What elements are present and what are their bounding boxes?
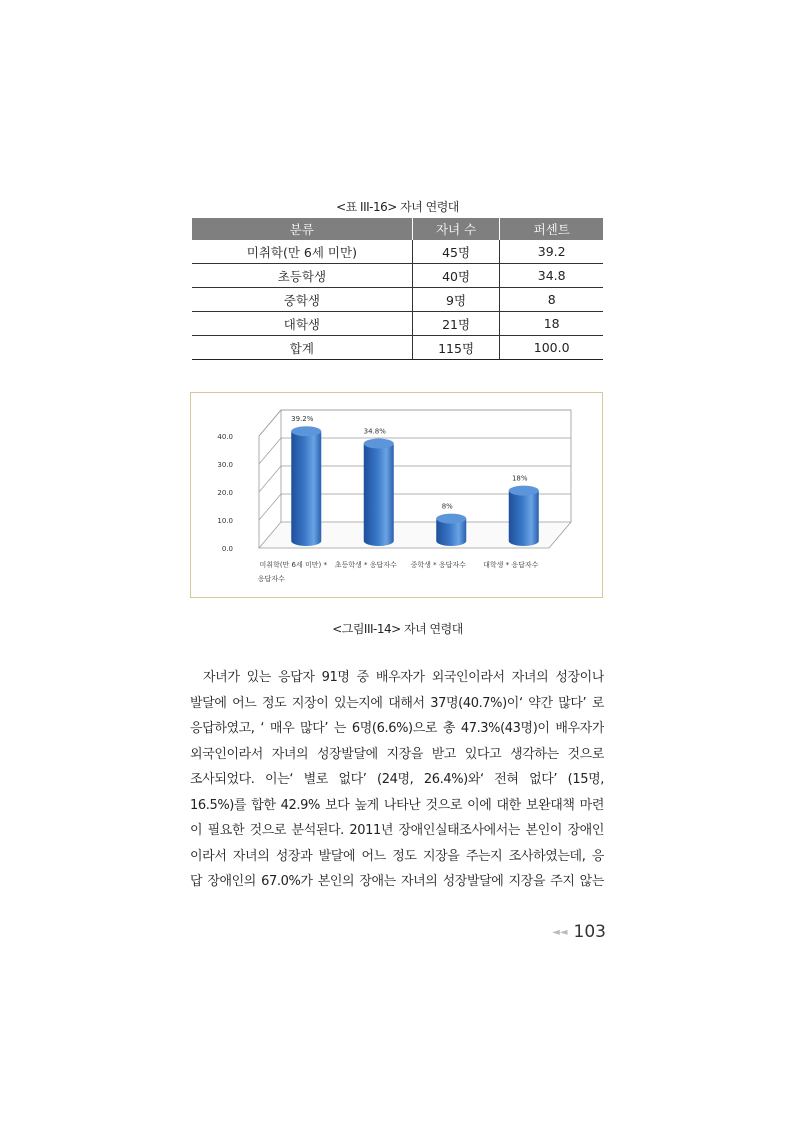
chart-data-label: 34.8% [363,427,386,436]
figure-caption: <그림III-14> 자녀 연령대 [332,622,463,636]
table-row-total [192,336,603,360]
cell-category: 대학생 [192,312,412,336]
cell-percent: 100.0 [500,336,603,360]
body-line: 답 장애인의 67.0%가 본인의 장애는 자녀의 성장발달에 지장을 주지 않는 [190,874,604,889]
chart-x-tick-label: 미취학(만 6세 미만) * 응답자수 [257,561,327,583]
cell-count: 21명 [412,312,500,336]
chart-bar-top [364,439,394,449]
chart-bar-top [291,426,321,436]
chart-y-tick-label: 20.0 [217,489,233,497]
chart-y-tick-label: 0.0 [221,545,233,553]
body-paragraph [190,665,604,895]
header-category: 분류 [192,218,412,240]
chart-data-label: 8% [441,502,453,511]
chart-bar [509,491,539,546]
body-line: 조사되었다. 이는‘ 별로 없다’ (24명, 26.4%)와‘ 전혀 없다’ (15명, [190,772,604,787]
chart-bar-top [436,514,466,524]
chart-bar [291,431,321,546]
age-table [192,218,603,360]
cell-category: 중학생 [192,288,412,312]
body-line: 발달에 어느 정도 지장이 있는지에 대해서 37명(40.7%)이‘ 약간 많다’ 로 [190,695,604,711]
cell-count: 40명 [412,264,500,288]
chart-gridline-side [259,494,281,520]
body-line: 16.5%)를 합한 42.9% 보다 높게 나타난 것으로 이에 대한 보완대책 마련 [190,797,604,813]
chart-gridline-side [259,466,281,492]
body-line: 외국인이라서 자녀의 성장발달에 지장을 받고 있다고 생각하는 것으로 [190,746,604,762]
chart-x-tick-label: 중학생 * 응답자수 [410,561,466,569]
chart-y-tick-label: 10.0 [217,517,233,525]
chart-data-label: 18% [511,474,528,483]
chart-y-tick-label: 30.0 [217,461,233,469]
chart-y-tick-label: 40.0 [217,433,233,441]
chart-gridline-side [259,410,281,436]
chart-data-label: 39.2% [291,415,314,424]
page-number-value: 103 [573,922,606,942]
body-line: 응답하였고, ‘ 매우 많다’ 는 6명(6.6%)으로 총 47.3%(43명)이 배우자가 [190,721,604,736]
age-bar-chart [191,393,601,596]
chart-bar [364,444,394,546]
cell-count: 45명 [412,240,500,264]
chart-x-tick-label: 초등학생 * 응답자수 [334,561,397,569]
table-caption: <표 III-16> 자녀 연령대 [336,200,459,214]
page-arrows-icon: ◄◄ [552,927,568,938]
header-percent: 퍼센트 [500,218,603,240]
cell-percent: 34.8 [500,264,603,288]
body-line: 이라서 자녀의 성장과 발달에 어느 정도 지장을 주는지 조사하였는데, 응 [190,848,604,864]
cell-count: 115명 [412,336,500,360]
table-header-row [192,218,603,240]
cell-percent: 8 [500,288,603,312]
cell-count: 9명 [412,288,500,312]
chart-frame [190,392,603,598]
table-row [192,240,603,264]
page-number [540,922,606,942]
table-row [192,264,603,288]
cell-category: 미취학(만 6세 미만) [192,240,412,264]
cell-category: 합계 [192,336,412,360]
cell-category: 초등학생 [192,264,412,288]
cell-percent: 39.2 [500,240,603,264]
table-row [192,312,603,336]
chart-gridline-side [259,438,281,464]
body-line: 자녀가 있는 응답자 91명 중 배우자가 외국인이라서 자녀의 성장이나 [203,670,604,685]
body-line: 이 필요한 것으로 분석된다. 2011년 장애인실태조사에서는 본인이 장애인 [190,823,604,838]
table-row [192,288,603,312]
chart-bar-top [509,486,539,496]
header-count: 자녀 수 [412,218,500,240]
cell-percent: 18 [500,312,603,336]
chart-x-tick-label: 대학생 * 응답자수 [483,561,539,569]
